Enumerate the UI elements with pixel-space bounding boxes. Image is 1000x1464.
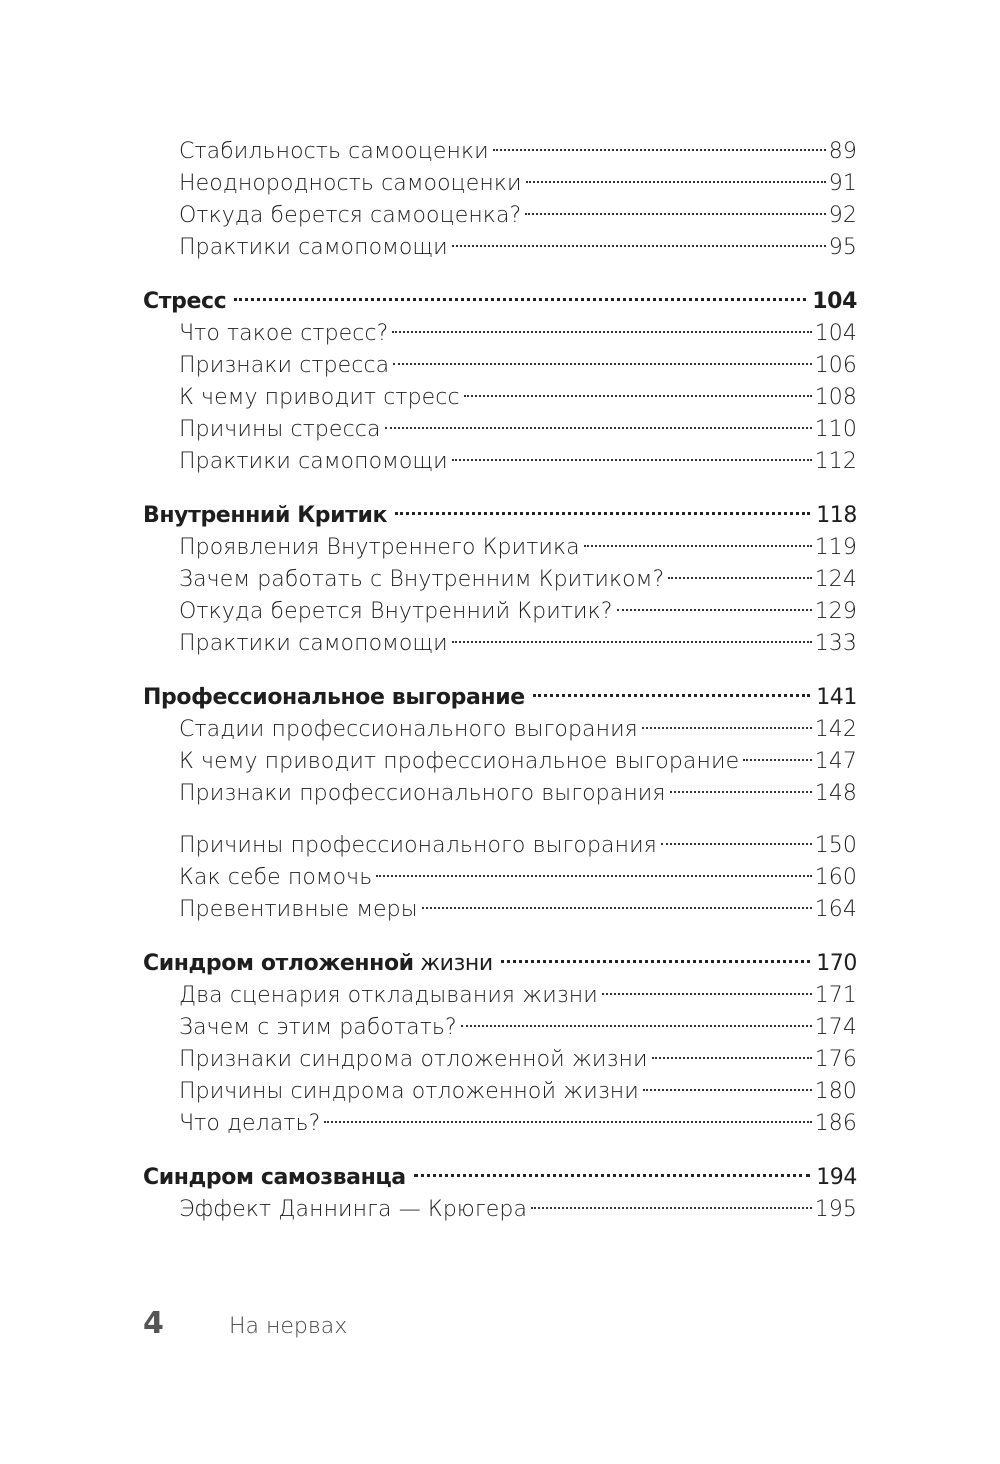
dot-leader <box>376 875 811 877</box>
dot-leader <box>661 843 812 845</box>
toc-entry[interactable] <box>143 414 857 446</box>
toc-entry[interactable] <box>143 168 857 200</box>
toc-chapter-title <box>143 948 493 980</box>
toc-entry-title: Эффект Даннинга — Крюгера <box>179 1197 528 1222</box>
toc-entry-title: Откуда берется Внутренний Критик? <box>179 599 613 624</box>
toc-chapter-title: Стресс <box>143 289 227 314</box>
toc-entry-title: Два сценария откладывания жизни <box>179 983 598 1008</box>
dot-leader <box>652 1057 812 1059</box>
toc-entry[interactable] <box>143 830 857 862</box>
toc-entry[interactable] <box>143 136 857 168</box>
toc-entry[interactable] <box>143 532 857 564</box>
dot-leader <box>452 245 826 247</box>
toc-chapter-stress[interactable] <box>143 286 857 318</box>
dot-leader <box>617 609 812 611</box>
toc-entry-page: 104 <box>814 321 857 346</box>
toc-entry-title: Что делать? <box>179 1111 321 1136</box>
dot-leader <box>743 759 811 761</box>
toc-entry-page: 160 <box>814 865 857 890</box>
toc-chapter-inner-critic[interactable] <box>143 500 857 532</box>
toc-entry-page: 106 <box>814 353 857 378</box>
toc-entry[interactable] <box>143 714 857 746</box>
dot-leader <box>501 960 810 963</box>
toc-entry[interactable] <box>143 200 857 232</box>
toc-chapter-deferred-life[interactable] <box>143 948 857 980</box>
dot-leader <box>414 1174 810 1177</box>
toc-entry-title: Зачем с этим работать? <box>179 1015 457 1040</box>
toc-entry-page: 89 <box>828 139 857 164</box>
toc-chapter-page: 118 <box>816 503 857 528</box>
toc-entry[interactable] <box>143 980 857 1012</box>
toc-entry[interactable] <box>143 1012 857 1044</box>
toc-chapter-page: 170 <box>816 951 857 976</box>
toc-entry-title: Откуда берется самооценка? <box>179 203 522 228</box>
dot-leader <box>395 512 810 515</box>
toc-entry-page: 124 <box>814 567 857 592</box>
toc-entry-title: Зачем работать с Внутренним Критиком? <box>179 567 665 592</box>
toc-entry-title: Стабильность самооценки <box>179 139 489 164</box>
toc-entry-page: 129 <box>814 599 857 624</box>
toc-chapter-page: 104 <box>812 289 857 314</box>
toc-entry[interactable] <box>143 628 857 660</box>
toc-entry-title: Признаки синдрома отложенной жизни <box>179 1047 648 1072</box>
toc-entry[interactable] <box>143 596 857 628</box>
dot-leader <box>422 907 812 909</box>
toc-entry[interactable] <box>143 1076 857 1108</box>
toc-entry[interactable] <box>143 232 857 264</box>
dot-leader <box>668 577 811 579</box>
dot-leader <box>533 694 810 697</box>
toc-entry-page: 91 <box>828 171 857 196</box>
toc-entry-title: Признаки стресса <box>179 353 390 378</box>
toc-entry[interactable] <box>143 1194 857 1226</box>
toc-chapter-impostor[interactable] <box>143 1162 857 1194</box>
toc-entry-page: 142 <box>814 717 857 742</box>
toc-entry-page: 171 <box>814 983 857 1008</box>
dot-leader <box>602 993 812 995</box>
toc-entry-title: Что такое стресс? <box>179 321 389 346</box>
toc-entry-page: 95 <box>828 235 857 260</box>
toc-entry-page: 186 <box>814 1111 857 1136</box>
toc-entry-page: 110 <box>814 417 857 442</box>
toc-entry-page: 108 <box>814 385 857 410</box>
dot-leader <box>234 298 806 301</box>
toc-entry-title: Причины профессионального выгорания <box>179 833 657 858</box>
toc-entry-title: К чему приводит стресс <box>179 385 460 410</box>
toc-entry[interactable] <box>143 350 857 382</box>
toc-entry-title: Практики самопомощи <box>179 449 448 474</box>
dot-leader <box>464 395 812 397</box>
toc-entry-title: Практики самопомощи <box>179 631 448 656</box>
dot-leader <box>393 363 811 365</box>
toc-entry-page: 180 <box>814 1079 857 1104</box>
page-footer <box>143 1306 347 1341</box>
dot-leader <box>525 213 825 215</box>
toc-entry-page: 112 <box>814 449 857 474</box>
toc-entry-title: К чему приводит профессиональное выгорание <box>179 749 740 774</box>
toc-chapter-title-light: жизни <box>413 951 493 976</box>
dot-leader <box>584 545 812 547</box>
dot-leader <box>643 1089 812 1091</box>
toc-entry[interactable] <box>143 894 857 926</box>
toc-chapter-page: 194 <box>816 1165 857 1190</box>
dot-leader <box>392 331 811 333</box>
toc-entry-title: Причины стресса <box>179 417 381 442</box>
dot-leader <box>461 1025 812 1027</box>
toc-entry[interactable] <box>143 746 857 778</box>
toc-entry-page: 147 <box>814 749 857 774</box>
dot-leader <box>452 459 812 461</box>
toc-entry-title: Практики самопомощи <box>179 235 448 260</box>
toc-entry[interactable] <box>143 1108 857 1140</box>
toc-chapter-page: 141 <box>816 685 857 710</box>
dot-leader <box>324 1121 811 1123</box>
dot-leader <box>493 149 826 151</box>
toc-entry[interactable] <box>143 446 857 478</box>
dot-leader <box>385 427 812 429</box>
table-of-contents <box>143 136 857 1226</box>
toc-entry[interactable] <box>143 318 857 350</box>
dot-leader <box>531 1207 812 1209</box>
toc-entry-page: 174 <box>814 1015 857 1040</box>
toc-entry-page: 119 <box>814 535 857 560</box>
toc-chapter-title: Профессиональное выгорание <box>143 685 525 710</box>
toc-chapter-title-bold: Синдром отложенной <box>143 951 414 976</box>
toc-entry-title: Неоднородность самооценки <box>179 171 522 196</box>
toc-entry-page: 176 <box>814 1047 857 1072</box>
dot-leader <box>452 641 812 643</box>
page-number: 4 <box>143 1306 164 1341</box>
dot-leader <box>642 727 812 729</box>
toc-chapter-title: Внутренний Критик <box>143 503 388 528</box>
toc-entry-title: Превентивные меры <box>179 897 418 922</box>
toc-chapter-burnout[interactable] <box>143 682 857 714</box>
toc-chapter-title: Синдром самозванца <box>143 1165 406 1190</box>
toc-entry-title: Проявления Внутреннего Критика <box>179 535 580 560</box>
toc-entry-page: 164 <box>814 897 857 922</box>
toc-entry-page: 195 <box>814 1197 857 1222</box>
toc-entry-page: 133 <box>814 631 857 656</box>
toc-entry[interactable] <box>143 382 857 414</box>
dot-leader <box>670 791 812 793</box>
toc-entry-page: 150 <box>814 833 857 858</box>
book-title: На нервах <box>229 1314 348 1339</box>
dot-leader <box>526 181 826 183</box>
toc-entry-title: Причины синдрома отложенной жизни <box>179 1079 639 1104</box>
toc-entry-title: Стадии профессионального выгорания <box>179 717 638 742</box>
toc-entry-title: Как себе помочь <box>179 865 373 890</box>
toc-entry-title: Признаки профессионального выгорания <box>179 781 666 806</box>
toc-entry[interactable] <box>143 1044 857 1076</box>
toc-entry[interactable] <box>143 564 857 596</box>
toc-entry-page: 92 <box>828 203 857 228</box>
toc-entry[interactable] <box>143 778 857 810</box>
toc-entry-page: 148 <box>814 781 857 806</box>
toc-entry[interactable] <box>143 862 857 894</box>
